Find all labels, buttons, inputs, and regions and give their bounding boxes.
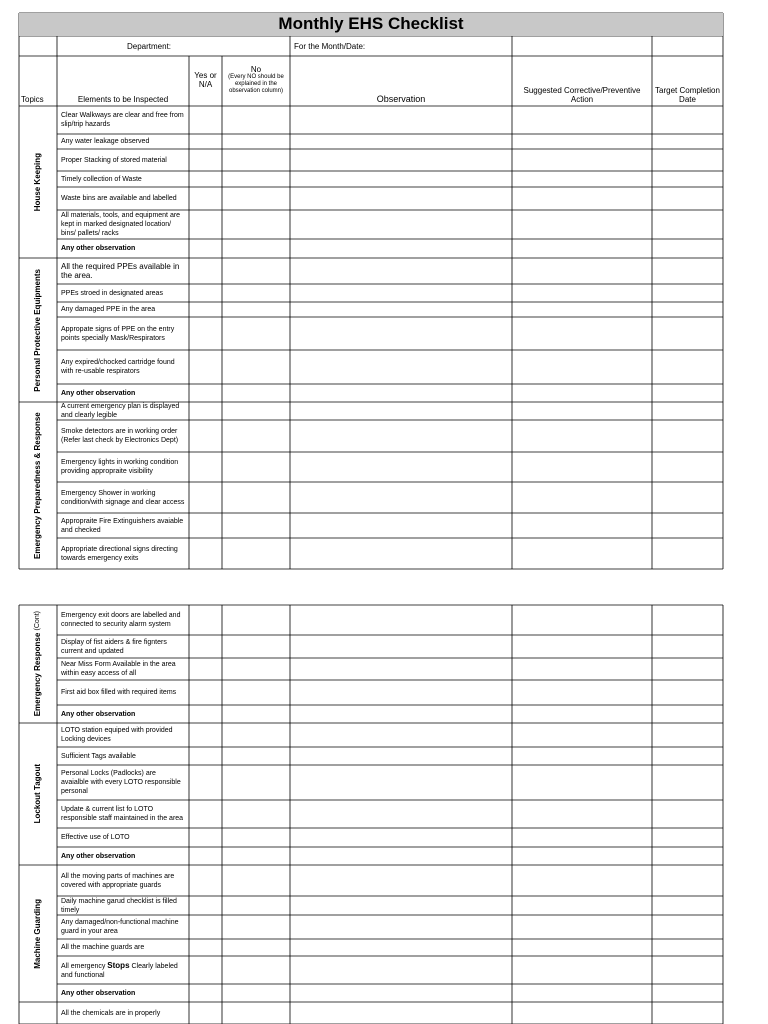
element-text-bold: Stops xyxy=(107,960,130,970)
no-label: No xyxy=(250,65,262,74)
topic-machine xyxy=(19,865,57,1002)
action-cell[interactable] xyxy=(512,258,652,284)
inspection-element: Any expired/chocked cartridge found with re-usable respirators xyxy=(61,359,175,375)
observation-cell[interactable] xyxy=(290,513,512,538)
yes-cell[interactable] xyxy=(189,828,222,847)
topic-text: Machine Guarding xyxy=(33,898,42,969)
yes-cell[interactable] xyxy=(189,605,222,635)
no-cell[interactable] xyxy=(222,765,290,800)
yes-cell[interactable] xyxy=(189,847,222,865)
no-cell[interactable] xyxy=(222,747,290,765)
action-cell[interactable] xyxy=(512,317,652,350)
topic-ppe xyxy=(19,258,57,402)
observation-cell[interactable] xyxy=(290,452,512,482)
target-date-cell[interactable] xyxy=(652,680,723,705)
col-header-elements: Elements to be Inspected xyxy=(77,95,169,104)
observation-cell[interactable] xyxy=(290,538,512,569)
target-date-cell[interactable] xyxy=(652,605,723,635)
action-cell[interactable] xyxy=(512,513,652,538)
yes-cell[interactable] xyxy=(189,134,222,149)
observation-cell[interactable] xyxy=(290,171,512,187)
inspection-element: Any other observation xyxy=(61,989,136,997)
target-date-cell[interactable] xyxy=(652,956,723,984)
target-date-cell[interactable] xyxy=(652,635,723,658)
inspection-element: Emergency Shower in working condition/with signage and clear access xyxy=(61,489,185,506)
target-date-cell[interactable] xyxy=(652,302,723,317)
no-cell[interactable] xyxy=(222,680,290,705)
target-date-cell[interactable] xyxy=(652,513,723,538)
no-cell[interactable] xyxy=(222,239,290,258)
col-header-observation: Observation xyxy=(376,94,426,104)
inspection-element: Appropriate directional signs directing towards emergency exits xyxy=(61,545,178,562)
topic-text: Emergency Preparedness & Response xyxy=(33,412,42,559)
target-date-cell[interactable] xyxy=(652,800,723,828)
topic-label xyxy=(33,899,43,969)
action-cell[interactable] xyxy=(512,1002,652,1024)
action-cell[interactable] xyxy=(512,605,652,635)
observation-cell[interactable] xyxy=(290,134,512,149)
target-date-cell[interactable] xyxy=(652,865,723,896)
target-date-cell[interactable] xyxy=(652,384,723,402)
inspection-element: All the chemicals are in properly xyxy=(61,1009,161,1017)
no-cell[interactable] xyxy=(222,984,290,1002)
topic-label xyxy=(33,269,43,392)
target-date-cell[interactable] xyxy=(652,420,723,452)
action-cell[interactable] xyxy=(512,828,652,847)
topic-next xyxy=(19,1002,57,1024)
action-cell[interactable] xyxy=(512,865,652,896)
yes-cell[interactable] xyxy=(189,939,222,956)
inspection-element: Personal Locks (Padlocks) are avaialble with every LOTO responsible personal xyxy=(61,770,181,795)
action-cell[interactable] xyxy=(512,452,652,482)
inspection-element: Any water leakage observed xyxy=(61,138,150,145)
action-cell[interactable] xyxy=(512,896,652,915)
target-date-cell[interactable] xyxy=(652,187,723,210)
action-cell[interactable] xyxy=(512,350,652,384)
no-cell[interactable] xyxy=(222,896,290,915)
topic-label xyxy=(33,404,43,567)
inspection-element: Near Miss Form Available in the area within easy access of all xyxy=(61,661,176,677)
no-note: (Every NO should be explained in the observation column) xyxy=(228,74,284,94)
no-cell[interactable] xyxy=(222,317,290,350)
yes-cell[interactable] xyxy=(189,723,222,747)
no-cell[interactable] xyxy=(222,258,290,284)
inspection-element: Any other observation xyxy=(61,710,136,718)
action-cell[interactable] xyxy=(512,635,652,658)
yes-cell[interactable] xyxy=(189,317,222,350)
target-date-cell[interactable] xyxy=(652,210,723,239)
topic-house_keeping xyxy=(19,106,57,258)
topic-emergency_cont xyxy=(19,605,57,723)
topic-label xyxy=(33,153,43,211)
yes-cell[interactable] xyxy=(189,896,222,915)
observation-cell[interactable] xyxy=(290,258,512,284)
department-field[interactable]: Department: xyxy=(127,41,172,51)
action-cell[interactable] xyxy=(512,538,652,569)
observation-cell[interactable] xyxy=(290,984,512,1002)
inspection-element: Any other observation xyxy=(61,245,136,252)
target-date-cell[interactable] xyxy=(652,134,723,149)
target-date-cell[interactable] xyxy=(652,149,723,171)
action-cell[interactable] xyxy=(512,106,652,134)
target-date-cell[interactable] xyxy=(652,538,723,569)
no-cell[interactable] xyxy=(222,865,290,896)
yes-cell[interactable] xyxy=(189,258,222,284)
yes-cell[interactable] xyxy=(189,149,222,171)
no-cell[interactable] xyxy=(222,705,290,723)
inspection-element: All materials, tools, and equipment are kept in marked designated location/ bins/ pallets/ racks xyxy=(61,212,181,237)
observation-cell[interactable] xyxy=(290,915,512,939)
topic-label xyxy=(33,764,43,823)
inspection-element: All the moving parts of machines are covered with appropriate guards xyxy=(61,872,175,889)
no-cell[interactable] xyxy=(222,800,290,828)
action-cell[interactable] xyxy=(512,210,652,239)
observation-cell[interactable] xyxy=(290,350,512,384)
action-cell[interactable] xyxy=(512,420,652,452)
observation-cell[interactable] xyxy=(290,402,512,420)
target-date-cell[interactable] xyxy=(652,658,723,680)
observation-cell[interactable] xyxy=(290,210,512,239)
action-cell[interactable] xyxy=(512,171,652,187)
col-header-suggested-action: Suggested Corrective/Preventive Action xyxy=(523,86,641,104)
observation-cell[interactable] xyxy=(290,865,512,896)
yes-cell[interactable] xyxy=(189,384,222,402)
action-cell[interactable] xyxy=(512,402,652,420)
target-date-cell[interactable] xyxy=(652,896,723,915)
action-cell[interactable] xyxy=(512,680,652,705)
action-cell[interactable] xyxy=(512,915,652,939)
target-date-cell[interactable] xyxy=(652,106,723,134)
inspection-element: Any damaged/non-functional machine guard in your area xyxy=(61,919,179,935)
no-cell[interactable] xyxy=(222,210,290,239)
target-date-cell[interactable] xyxy=(652,828,723,847)
observation-cell[interactable] xyxy=(290,317,512,350)
yes-cell[interactable] xyxy=(189,284,222,302)
target-date-cell[interactable] xyxy=(652,317,723,350)
no-cell[interactable] xyxy=(222,513,290,538)
target-date-cell[interactable] xyxy=(652,258,723,284)
observation-cell[interactable] xyxy=(290,1002,512,1024)
observation-cell[interactable] xyxy=(290,705,512,723)
yes-cell[interactable] xyxy=(189,210,222,239)
observation-cell[interactable] xyxy=(290,939,512,956)
topic-text: House Keeping xyxy=(33,152,42,212)
topic-text: Emergency Response xyxy=(33,633,42,717)
inspection-element: Appropate signs of PPE on the entry points specially Mask/Respirators xyxy=(61,325,175,342)
target-date-cell[interactable] xyxy=(652,723,723,747)
observation-cell[interactable] xyxy=(290,187,512,210)
action-cell[interactable] xyxy=(512,239,652,258)
observation-cell[interactable] xyxy=(290,302,512,317)
col-header-no xyxy=(222,56,290,106)
action-cell[interactable] xyxy=(512,956,652,984)
no-cell[interactable] xyxy=(222,149,290,171)
observation-cell[interactable] xyxy=(290,828,512,847)
element-text-pre: All emergency xyxy=(61,962,108,970)
yes-cell[interactable] xyxy=(189,984,222,1002)
target-date-cell[interactable] xyxy=(652,939,723,956)
target-date-cell[interactable] xyxy=(652,350,723,384)
observation-cell[interactable] xyxy=(290,765,512,800)
no-cell[interactable] xyxy=(222,956,290,984)
inspection-element: Smoke detectors are in working order (Refer last check by Electronics Dept) xyxy=(61,428,179,444)
no-cell[interactable] xyxy=(222,635,290,658)
target-date-cell[interactable] xyxy=(652,765,723,800)
month-date-field[interactable]: For the Month/Date: xyxy=(294,41,366,51)
yes-cell[interactable] xyxy=(189,800,222,828)
action-cell[interactable] xyxy=(512,747,652,765)
target-date-cell[interactable] xyxy=(652,284,723,302)
yes-cell[interactable] xyxy=(189,239,222,258)
no-cell[interactable] xyxy=(222,187,290,210)
action-cell[interactable] xyxy=(512,847,652,865)
yes-cell[interactable] xyxy=(189,1002,222,1024)
observation-cell[interactable] xyxy=(290,605,512,635)
inspection-element: Sufficient Tags available xyxy=(61,752,136,760)
no-cell[interactable] xyxy=(222,302,290,317)
observation-cell[interactable] xyxy=(290,106,512,134)
target-date-cell[interactable] xyxy=(652,705,723,723)
inspection-element: Any other observation xyxy=(61,389,136,397)
element-text-post: Clearly labeled and functional xyxy=(61,962,178,979)
no-cell[interactable] xyxy=(222,420,290,452)
target-date-cell[interactable] xyxy=(652,171,723,187)
yes-cell[interactable] xyxy=(189,402,222,420)
observation-cell[interactable] xyxy=(290,482,512,513)
action-cell[interactable] xyxy=(512,723,652,747)
topic-lockout xyxy=(19,723,57,865)
no-cell[interactable] xyxy=(222,402,290,420)
action-cell[interactable] xyxy=(512,765,652,800)
no-cell[interactable] xyxy=(222,847,290,865)
inspection-element xyxy=(57,956,189,984)
inspection-element: First aid box filled with required items xyxy=(61,689,177,696)
yes-cell[interactable] xyxy=(189,350,222,384)
target-date-cell[interactable] xyxy=(652,402,723,420)
yes-cell[interactable] xyxy=(189,765,222,800)
yes-cell[interactable] xyxy=(189,538,222,569)
col-header-topics: Topics xyxy=(21,95,44,104)
yes-cell[interactable] xyxy=(189,680,222,705)
inspection-element: All the machine guards are xyxy=(61,944,145,951)
yes-cell[interactable] xyxy=(189,513,222,538)
yes-cell[interactable] xyxy=(189,482,222,513)
yes-cell[interactable] xyxy=(189,106,222,134)
no-cell[interactable] xyxy=(222,605,290,635)
inspection-element: Emergency exit doors are labelled and connected to security alarm system xyxy=(61,612,181,628)
action-cell[interactable] xyxy=(512,800,652,828)
action-cell[interactable] xyxy=(512,658,652,680)
inspection-element: Appropraite Fire Extinguishers avaiable and checked xyxy=(61,517,184,534)
inspection-element: Emergency lights in working condition providing appropraite visibility xyxy=(61,459,179,475)
no-cell[interactable] xyxy=(222,106,290,134)
inspection-element: Effective use of LOTO xyxy=(61,834,130,841)
action-cell[interactable] xyxy=(512,384,652,402)
target-date-cell[interactable] xyxy=(652,747,723,765)
topic-text: Lockout Tagout xyxy=(33,764,42,824)
yes-cell[interactable] xyxy=(189,956,222,984)
inspection-element: Clear Walkways are clear and free from slip/trip hazards xyxy=(61,112,184,128)
no-cell[interactable] xyxy=(222,452,290,482)
yes-cell[interactable] xyxy=(189,635,222,658)
observation-cell[interactable] xyxy=(290,384,512,402)
observation-cell[interactable] xyxy=(290,658,512,680)
yes-cell[interactable] xyxy=(189,747,222,765)
action-cell[interactable] xyxy=(512,134,652,149)
element-text xyxy=(61,961,185,980)
yes-cell[interactable] xyxy=(189,452,222,482)
yes-cell[interactable] xyxy=(189,171,222,187)
no-cell[interactable] xyxy=(222,284,290,302)
no-cell[interactable] xyxy=(222,171,290,187)
observation-cell[interactable] xyxy=(290,896,512,915)
observation-cell[interactable] xyxy=(290,149,512,171)
action-cell[interactable] xyxy=(512,939,652,956)
target-date-cell[interactable] xyxy=(652,482,723,513)
inspection-element: Any damaged PPE in the area xyxy=(61,306,156,313)
observation-cell[interactable] xyxy=(290,635,512,658)
inspection-element: Any other observation xyxy=(61,852,136,860)
observation-cell[interactable] xyxy=(290,723,512,747)
inspection-element: Timely collection of Waste xyxy=(61,175,142,183)
action-cell[interactable] xyxy=(512,302,652,317)
target-date-cell[interactable] xyxy=(652,847,723,865)
inspection-element: A current emergency plan is displayed and clearly legible xyxy=(61,403,180,419)
col-header-yes: Yes or N/A xyxy=(194,71,217,89)
target-date-cell[interactable] xyxy=(652,984,723,1002)
observation-cell[interactable] xyxy=(290,800,512,828)
no-cell[interactable] xyxy=(222,384,290,402)
inspection-element: Display of fist aiders & fire fignters current and updated xyxy=(61,638,167,655)
yes-cell[interactable] xyxy=(189,705,222,723)
observation-cell[interactable] xyxy=(290,847,512,865)
action-cell[interactable] xyxy=(512,705,652,723)
yes-cell[interactable] xyxy=(189,187,222,210)
action-cell[interactable] xyxy=(512,187,652,210)
action-cell[interactable] xyxy=(512,149,652,171)
target-date-cell[interactable] xyxy=(652,452,723,482)
no-cell[interactable] xyxy=(222,939,290,956)
target-date-cell[interactable] xyxy=(652,915,723,939)
target-date-cell[interactable] xyxy=(652,1002,723,1024)
action-cell[interactable] xyxy=(512,284,652,302)
inspection-element: Waste bins are available and labelled xyxy=(61,195,177,202)
no-cell[interactable] xyxy=(222,658,290,680)
no-cell[interactable] xyxy=(222,723,290,747)
inspection-element: All the required PPEs available in the area. xyxy=(61,262,180,280)
inspection-element: Daily machine garud checklist is filled timely xyxy=(61,897,177,914)
inspection-element: LOTO station equiped with provided Locking devices xyxy=(61,727,173,743)
topic-label xyxy=(33,611,43,716)
no-cell[interactable] xyxy=(222,828,290,847)
action-cell[interactable] xyxy=(512,482,652,513)
observation-cell[interactable] xyxy=(290,239,512,258)
no-cell[interactable] xyxy=(222,1002,290,1024)
col-header-target-date: Target Completion Date xyxy=(655,86,720,104)
yes-cell[interactable] xyxy=(189,420,222,452)
yes-cell[interactable] xyxy=(189,915,222,939)
no-cell[interactable] xyxy=(222,538,290,569)
no-cell[interactable] xyxy=(222,350,290,384)
topic-cont-suffix: (Cont) xyxy=(34,611,41,631)
inspection-element: PPEs stroed in designated areas xyxy=(61,289,163,297)
observation-cell[interactable] xyxy=(290,747,512,765)
inspection-element: Proper Stacking of stored material xyxy=(61,156,167,164)
yes-cell[interactable] xyxy=(189,302,222,317)
observation-cell[interactable] xyxy=(290,420,512,452)
observation-cell[interactable] xyxy=(290,284,512,302)
no-cell[interactable] xyxy=(222,915,290,939)
observation-cell[interactable] xyxy=(290,956,512,984)
no-cell[interactable] xyxy=(222,482,290,513)
page-title: Monthly EHS Checklist xyxy=(19,13,723,36)
observation-cell[interactable] xyxy=(290,680,512,705)
topic-text: Personal Protective Equipments xyxy=(33,268,42,392)
inspection-element: Update & current list fo LOTO responsible staff maintained in the area xyxy=(61,806,184,822)
action-cell[interactable] xyxy=(512,984,652,1002)
topic-emergency xyxy=(19,402,57,569)
no-cell[interactable] xyxy=(222,134,290,149)
yes-cell[interactable] xyxy=(189,865,222,896)
target-date-cell[interactable] xyxy=(652,239,723,258)
yes-cell[interactable] xyxy=(189,658,222,680)
